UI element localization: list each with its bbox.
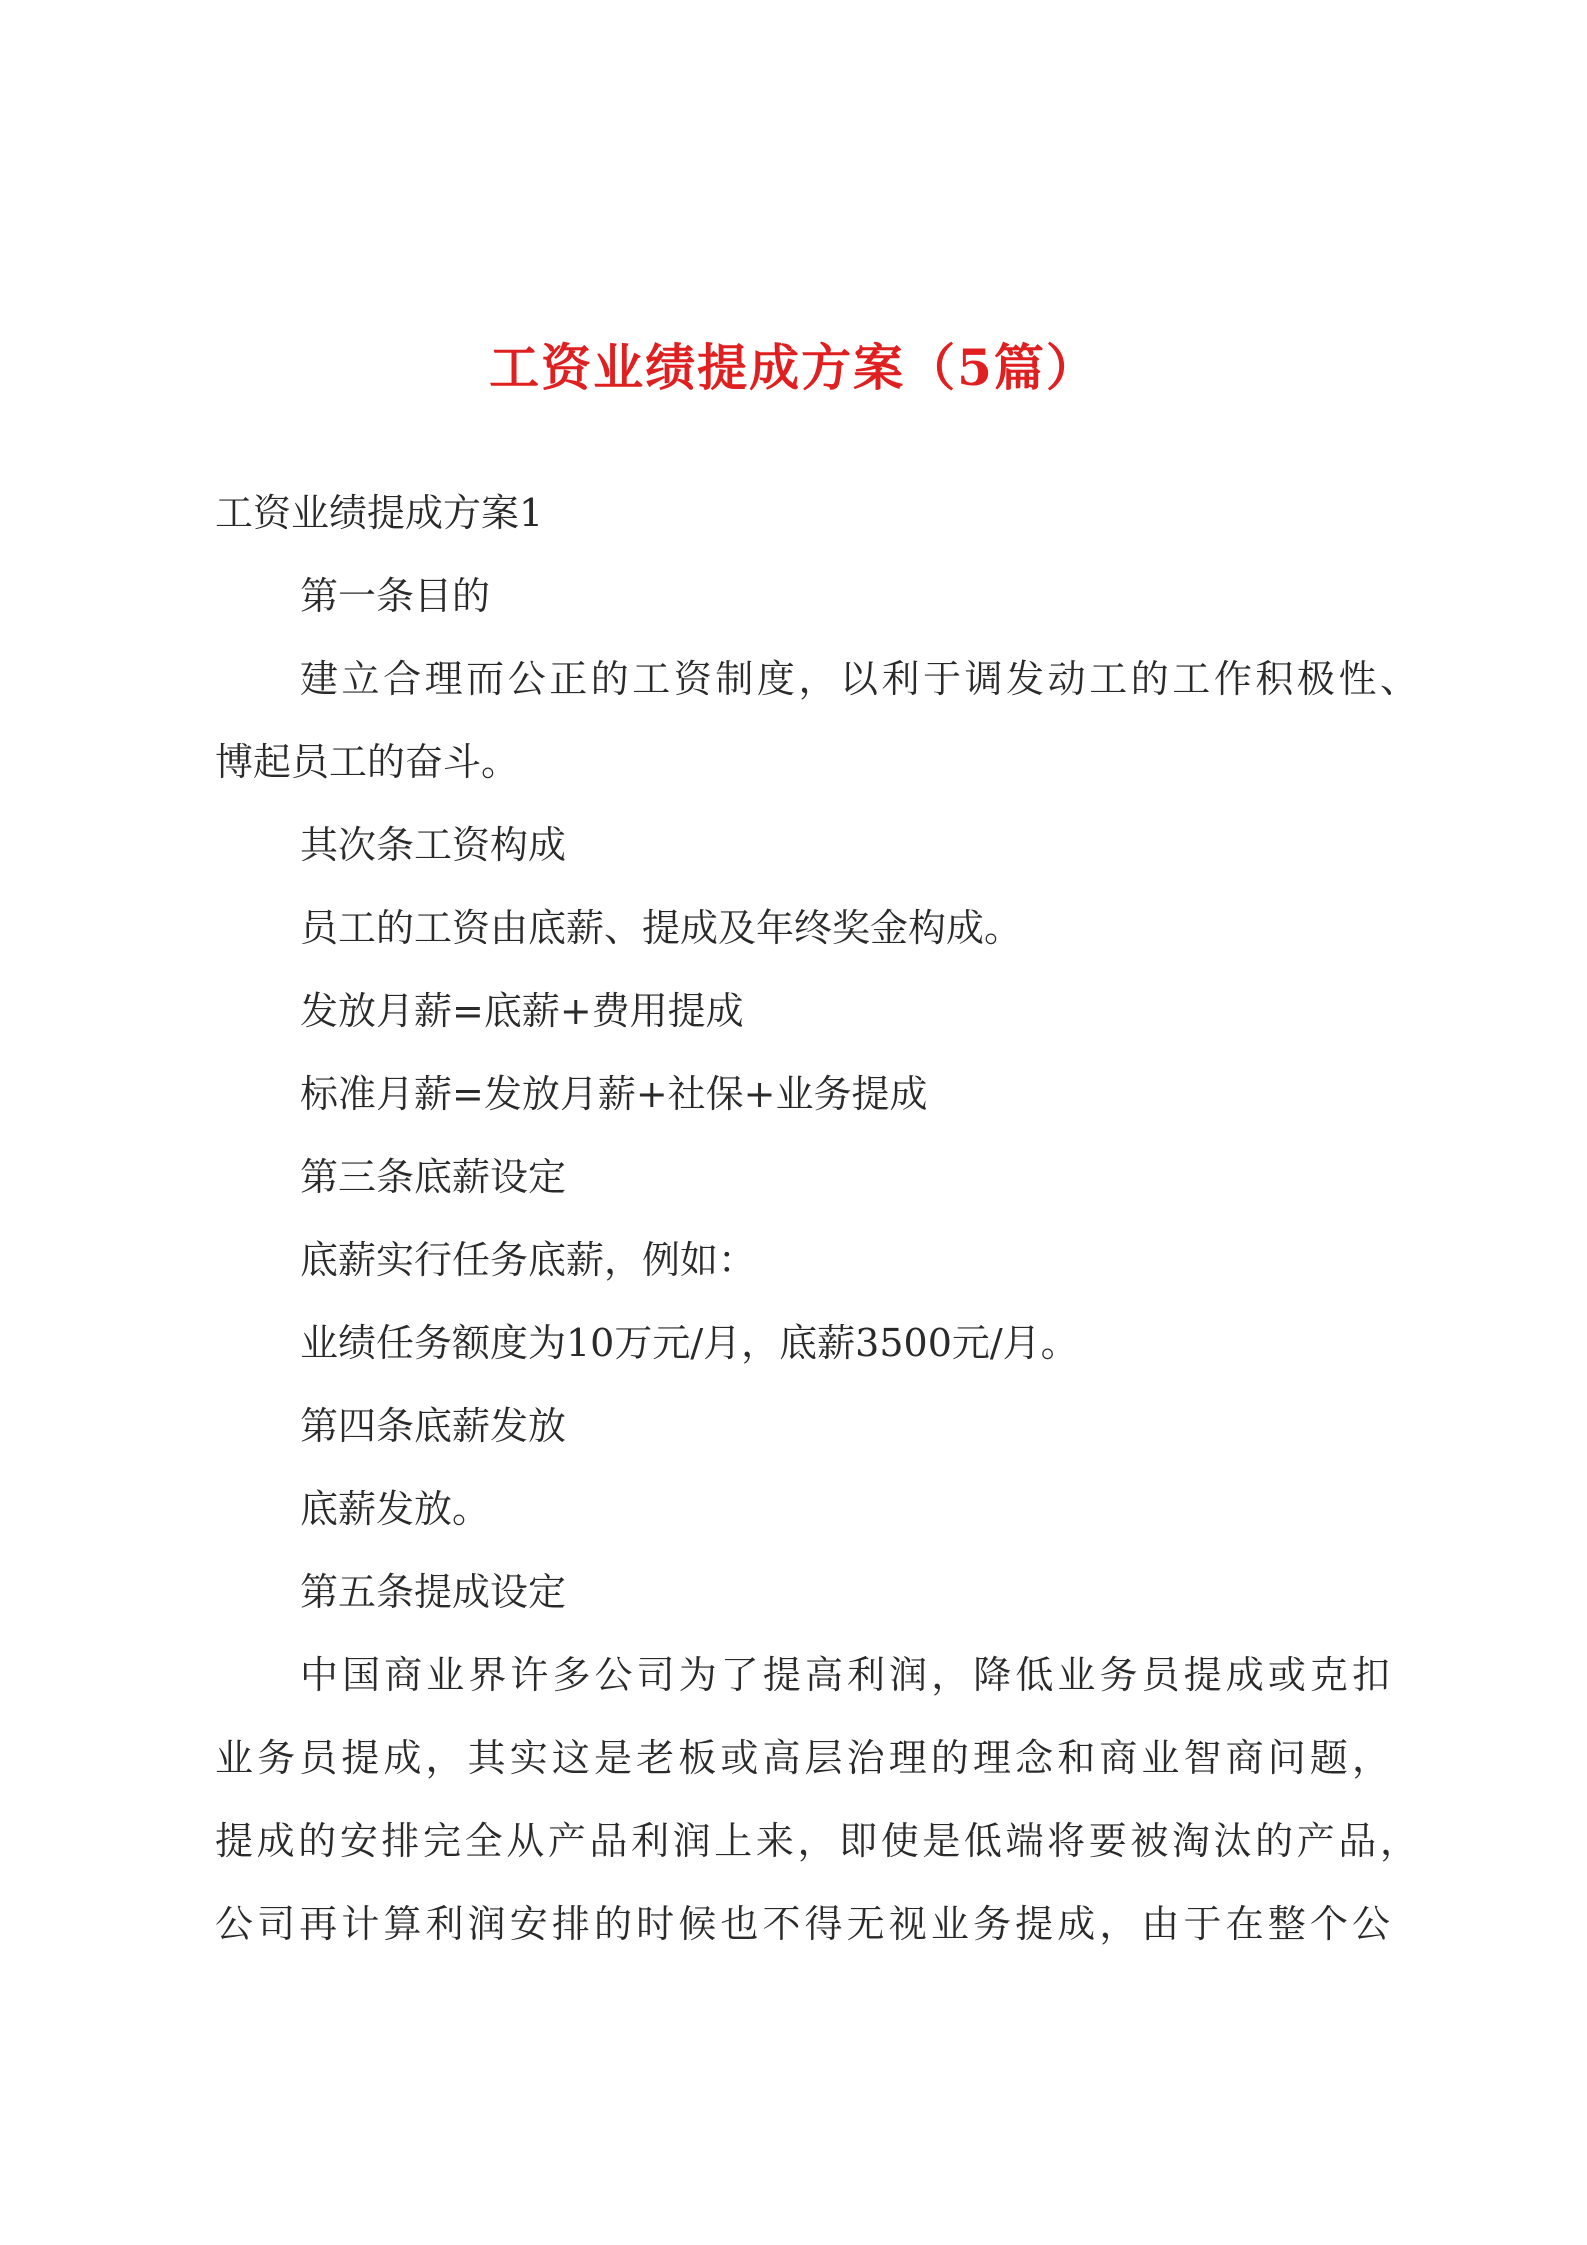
article-heading: 第一条目的 bbox=[300, 574, 491, 618]
article-heading: 第四条底薪发放 bbox=[300, 1404, 567, 1448]
paragraph-line: 中国商业界许多公司为了提高利润，降低业务员提成或克扣 bbox=[300, 1653, 1390, 1697]
paragraph-line: 员工的工资由底薪、提成及年终奖金构成。 bbox=[300, 906, 1023, 950]
article-heading: 第三条底薪设定 bbox=[300, 1155, 567, 1199]
paragraph-line: 底薪发放。 bbox=[300, 1487, 491, 1531]
article-heading: 第五条提成设定 bbox=[300, 1570, 567, 1614]
formula-line: 标准月薪=发放月薪+社保+业务提成 bbox=[300, 1072, 928, 1116]
document-title: 工资业绩提成方案（5篇） bbox=[489, 338, 1098, 397]
paragraph-line: 博起员工的奋斗。 bbox=[215, 740, 520, 784]
paragraph-line: 建立合理而公正的工资制度，以利于调发动工的工作积极性、 bbox=[300, 657, 1418, 701]
paragraph-line: 底薪实行任务底薪，例如： bbox=[300, 1238, 757, 1282]
formula-line: 发放月薪=底薪+费用提成 bbox=[300, 989, 744, 1033]
paragraph-line: 提成的安排完全从产品利润上来，即使是低端将要被淘汰的产品， bbox=[215, 1819, 1418, 1863]
article-heading: 其次条工资构成 bbox=[300, 823, 567, 867]
paragraph-line: 业务员提成，其实这是老板或高层治理的理念和商业智商问题， bbox=[215, 1736, 1390, 1780]
paragraph-line: 业绩任务额度为10万元/月，底薪3500元/月。 bbox=[300, 1321, 1079, 1365]
section-heading: 工资业绩提成方案1 bbox=[215, 491, 544, 535]
paragraph-line: 公司再计算利润安排的时候也不得无视业务提成，由于在整个公 bbox=[215, 1902, 1390, 1946]
